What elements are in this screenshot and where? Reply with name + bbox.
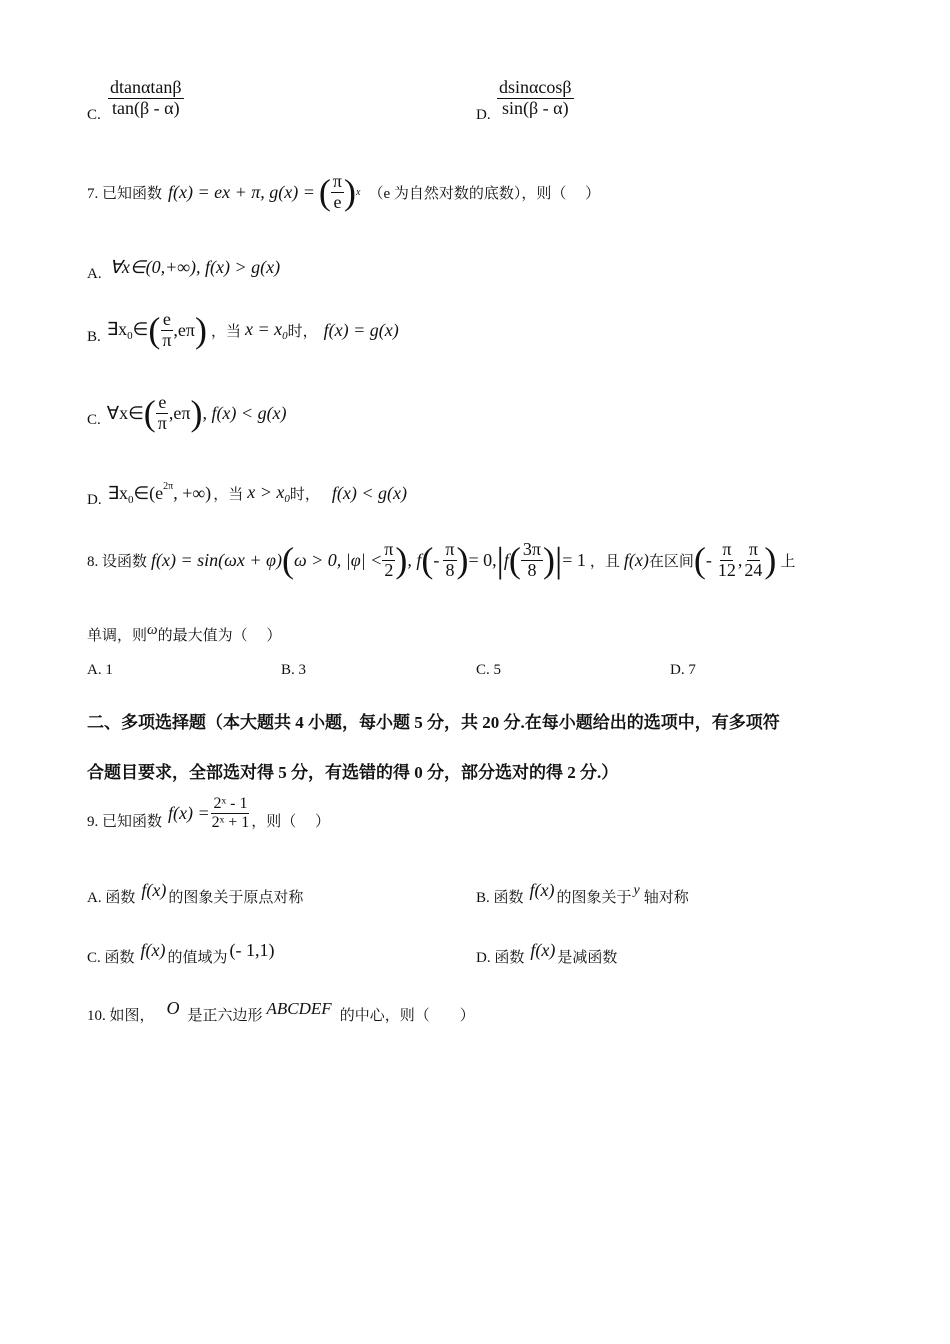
q10-stem: 10. 如图， O 是正六边形 ABCDEF 的中心，则（ ） [87,998,475,1024]
q6-option-d-label: D. [476,107,491,123]
q6-option-c-label: C. [87,107,101,123]
q6-option-c-formula [108,78,184,119]
q7-option-d: D. $\exists x_0\in(e^{2\pi}$, +∞) ，当 $x > x_0$ 时， f(x) < g(x) [87,481,407,508]
q8-stem-line1: 8. 设函数 f(x) = sin(ωx + φ) ( ω > 0, |φ| < $\frac{\pi}{2}$ ) , f ( - $\frac{\pi}{8}$ ) = 0, | f ( $\frac{3\pi}{8}$ )| = 1 ，且 f(x) 在区间 ( - $\frac{\pi}{12}$ , $\frac{\pi}{24}$ ) 上 [87,539,796,581]
q6-c-numerator: dtanαtanβ [110,77,182,97]
q8-option-b: B. 3 [281,662,307,678]
q6-d-denominator: sin(β - α) [502,97,569,118]
q7-option-c: C. ∀x∈ ( $\frac{e}{\pi}$ ,eπ ) , f(x) < g(x) [87,392,287,434]
q6-d-numerator: dsinαcosβ [499,77,572,97]
section2-heading-line2: 合题目要求，全部选对得 5 分，有选错的得 0 分，部分选对的得 2 分.） [87,763,619,782]
q7-fraction: $\frac{\pi}{e}$ [332,171,343,212]
q9-stem: 9. 已知函数 f(x) = $\frac{\text{2ˣ - 1}}{\text{2ˣ + 1}}$ ，则（ ） [87,795,331,831]
q7-suffix: （e 为自然对数的底数），则（ ） [368,185,601,202]
q7-formula-f: f(x) = ex + π, g(x) = [168,181,315,202]
q7-option-b: B. $\exists x_0\in$ ( $\frac{e}{\pi}$ ,eπ ) ，当 $x = x_0$ 时， f(x) = g(x) [87,309,399,351]
q9-option-d: D. 函数 f(x) 是减函数 [476,940,618,966]
q6-option-d-formula [497,78,574,119]
q9-option-b: B. 函数 f(x) 的图象关于 y 轴对称 [476,880,689,906]
q9-option-c: C. 函数 f(x) 的值域为 (- 1,1) [87,940,275,966]
q8-option-c: C. 5 [476,662,502,678]
q7-option-a: A. ∀x∈(0,+∞), f(x) > g(x) [87,257,281,282]
q9-option-a: A. 函数 f(x) 的图象关于原点对称 [87,880,304,906]
q8-option-a: A. 1 [87,662,113,678]
section2-heading-line1: 二、多项选择题（本大题共 4 小题，每小题 5 分，共 20 分.在每小题给出的选项中，有多项符 [87,713,780,732]
q7-stem: 7. 已知函数 f(x) = ex + π, g(x) = ( $\frac{\pi}{e}$ ) x （e 为自然对数的底数），则（ ） [87,171,601,213]
q8-stem-line2: 单调，则 ω 的最大值为（ ） [87,622,282,644]
q6-c-denominator: tan(β - α) [112,97,180,118]
q8-option-d: D. 7 [670,662,696,678]
